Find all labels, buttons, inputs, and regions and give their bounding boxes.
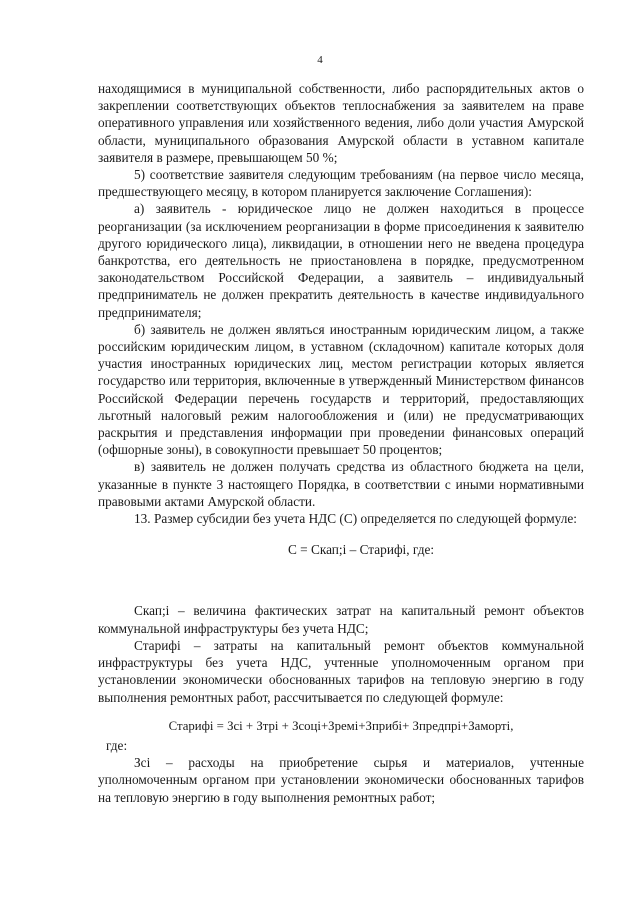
paragraph-section-13: 13. Размер субсидии без учета НДС (С) определяется по следующей формуле: xyxy=(134,511,577,527)
paragraph-requirement-a: а) заявитель - юридическое лицо не должен находиться в процессе реорганизации (за исключением реорганизации в форме присоединения к заявителю другого юридического лица), ликвидации, в отношении него не введена процедура банкротства, его деятельность не приостановлена в порядке, предусмотренном законодательством Российской Федерации, а заявитель – индивидуальный предприниматель не должен прекратить деятельность в качестве индивидуального предпринимателя; xyxy=(98,201,584,320)
paragraph-definition-skap: Скап;і – величина фактических затрат на капитальный ремонт объектов коммунальной инфраструктуры без учета НДС; xyxy=(98,603,584,636)
document-body xyxy=(98,80,584,806)
paragraph-continuation: находящимися в муниципальной собственности, либо распорядительных актов о закреплении соответствующих объектов теплоснабжения за заявителем на праве оперативного управления или хозяйственного ведения, либо доли участия Амурской области, муниципального образования Амурской области в уставном капитале заявителя в размере, превышающем 50 %; xyxy=(98,81,584,165)
formula-subsidy: С = Скап;і – Старифі, где: xyxy=(287,542,435,558)
formula-tariff: Старифі = Зсі + Зтрі + Зсоці+Зремі+Зприбі+ Зпредпрі+Заморті, xyxy=(168,718,514,733)
paragraph-requirement-b: б) заявитель не должен являться иностранным юридическим лицом, а также российским юридическим лицом, в уставном (складочном) капитале которых доля участия иностранных юридических лиц, местом регистрации которых является государство или территория, включенные в утвержденный Министерством финансов Российской Федерации перечень государств и территорий, предоставляющих льготный налоговый режим налогообложения и (или) не предусматривающих раскрытия и представления информации при проведении финансовых операций (офшорные зоны), в совокупности превышает 50 процентов; xyxy=(98,321,584,458)
page-number: 4 xyxy=(317,54,323,66)
paragraph-requirement-5: 5) соответствие заявителя следующим требованиям (на первое число месяца, предшествующего месяцу, в котором планируется заключение Соглашения): xyxy=(98,167,584,200)
paragraph-requirement-v: в) заявитель не должен получать средства из областного бюджета на цели, указанные в пункте 3 настоящего Порядка, в соответствии с иными нормативными правовыми актами Амурской области. xyxy=(98,459,584,509)
paragraph-definition-starif: Старифі – затраты на капитальный ремонт объектов коммунальной инфраструктуры без учета НДС, учтенные уполномоченным органом при установлении экономически обоснованных тарифов на тепловую энергию в году выполнения ремонтных работ, рассчитывается по следующей формуле: xyxy=(98,637,584,705)
paragraph-definition-zs: Зсі – расходы на приобретение сырья и материалов, учтенные уполномоченным органом при установлении экономически обоснованных тарифов на тепловую энергию в году выполнения ремонтных работ; xyxy=(98,755,584,805)
where-label: где: xyxy=(106,737,128,753)
